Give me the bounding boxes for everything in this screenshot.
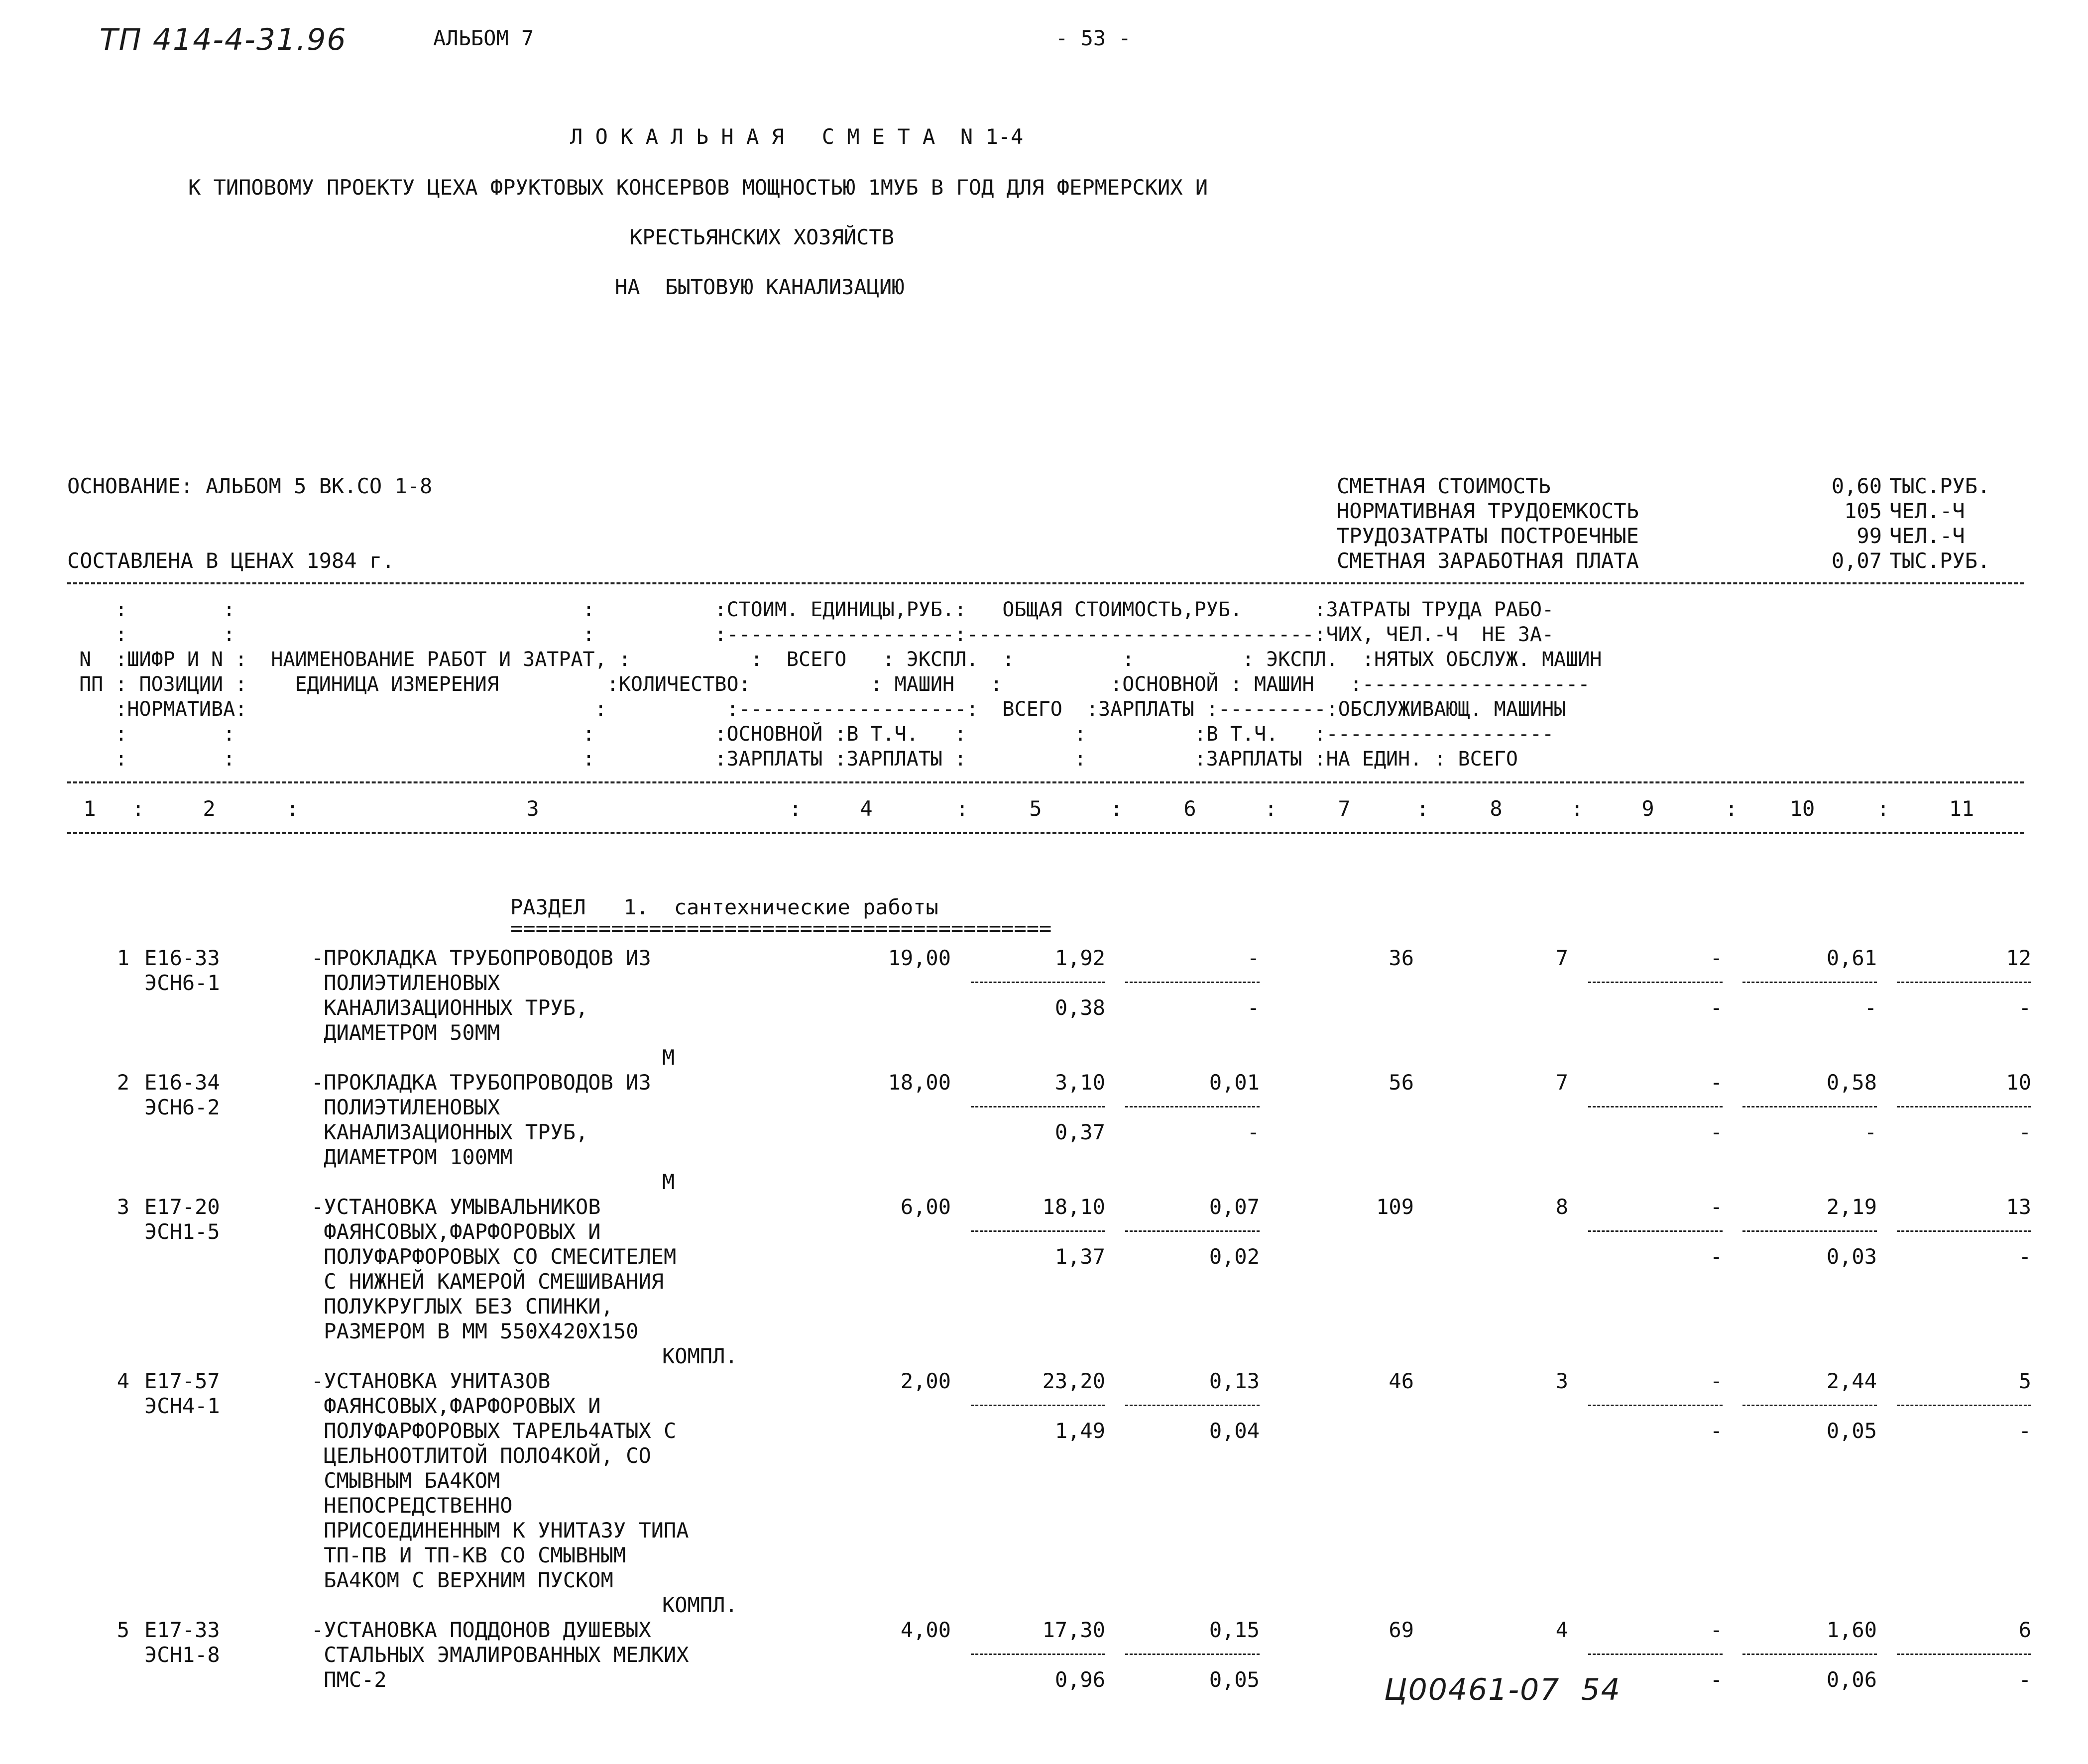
item-name-line: -УСТАНОВКА ПОДДОНОВ ДУШЕВЫХ	[311, 1618, 651, 1642]
header-rule-bottom	[67, 832, 2024, 834]
item-name-line: СМЫВНЫМ БА4КОМ	[311, 1468, 500, 1493]
total-machines: -	[1710, 946, 1723, 970]
service-per-unit: 0,06	[1826, 1667, 1877, 1692]
unit-machines-salary: 0,05	[1209, 1667, 1260, 1692]
total-base-salary: 7	[1555, 1070, 1568, 1095]
labor-total: 5	[2018, 1369, 2031, 1393]
header-row: : : : :ОСНОВНОЙ :В Т.Ч. : : :В Т.Ч. :-------------------	[67, 723, 1554, 746]
service-total: -	[2018, 995, 2031, 1020]
doc-subtitle-2: КРЕСТЬЯНСКИХ ХОЗЯЙСТВ	[630, 225, 895, 249]
item-code-2: ЭСН6-1	[144, 971, 220, 995]
handwritten-sheet-number: Ц00461-07 54	[1384, 1672, 1621, 1707]
unit-cost-total: 18,10	[1042, 1195, 1105, 1219]
total-machines-salary: -	[1710, 1120, 1723, 1144]
item-unit: М	[662, 1045, 675, 1070]
labor-per-unit: 2,44	[1826, 1369, 1877, 1393]
total-machines: -	[1710, 1195, 1723, 1219]
item-unit: КОМПЛ.	[662, 1593, 738, 1617]
summary-label: СМЕТНАЯ ЗАРАБОТНАЯ ПЛАТА	[1337, 549, 1639, 573]
item-code-2: ЭСН6-2	[144, 1095, 220, 1119]
summary-unit: ЧЕЛ.-Ч	[1889, 499, 1965, 523]
unit-cost-machines: 0,01	[1209, 1070, 1260, 1095]
doc-title: Л О К А Л Ь Н А Я С М Е Т А N 1-4	[570, 124, 1024, 149]
summary-value: 0,60	[1831, 474, 1882, 498]
item-code: Е17-57	[144, 1369, 220, 1393]
item-name-line: ПОЛУКРУГЛЫХ БЕЗ СПИНКИ,	[311, 1294, 613, 1319]
total-machines-salary: -	[1710, 1667, 1723, 1692]
unit-machines-salary: 0,04	[1209, 1419, 1260, 1443]
service-per-unit: -	[1864, 995, 1877, 1020]
item-quantity: 18,00	[888, 1070, 951, 1095]
total-cost: 56	[1389, 1070, 1414, 1095]
album-label: АЛЬБОМ 7	[433, 26, 534, 50]
item-name-line: ПОЛИЭТИЛЕНОВЫХ	[311, 1095, 500, 1119]
labor-total: 6	[2018, 1618, 2031, 1642]
service-per-unit: 0,03	[1826, 1244, 1877, 1269]
item-quantity: 2,00	[900, 1369, 951, 1393]
service-total: -	[2018, 1120, 2031, 1144]
item-name-line: НЕПОСРЕДСТВЕННО	[311, 1493, 513, 1518]
item-name-line: ФАЯНСОВЫХ,ФАРФОРОВЫХ И	[311, 1219, 601, 1244]
header-row: :НОРМАТИВА: : :-------------------: ВСЕГО :ЗАРПЛАТЫ :---------:ОБСЛУЖИВАЮЩ. МАШИНЫ	[67, 698, 1566, 721]
service-total: -	[2018, 1244, 2031, 1269]
total-cost: 36	[1389, 946, 1414, 970]
item-name-line: РАЗМЕРОМ В ММ 550Х420Х150	[311, 1319, 639, 1343]
item-name-line: -ПРОКЛАДКА ТРУБОПРОВОДОВ ИЗ	[311, 1070, 651, 1095]
item-name-line: ПОЛИЭТИЛЕНОВЫХ	[311, 971, 500, 995]
item-number: 3	[116, 1195, 129, 1219]
item-code: Е17-33	[144, 1618, 220, 1642]
col-number: 7	[1338, 796, 1351, 821]
item-code: Е17-20	[144, 1195, 220, 1219]
service-per-unit: 0,05	[1826, 1419, 1877, 1443]
item-name-line: ПОЛУФАРФОРОВЫХ ТАРЕЛЬ4АТЫХ С	[311, 1419, 677, 1443]
item-number: 1	[116, 946, 129, 970]
total-base-salary: 3	[1555, 1369, 1568, 1393]
summary-value: 99	[1856, 524, 1882, 548]
item-name-line: БА4КОМ С ВЕРХНИМ ПУСКОМ	[311, 1568, 613, 1592]
col-number: 3	[526, 796, 539, 821]
item-unit: М	[662, 1170, 675, 1194]
item-name-line: КАНАЛИЗАЦИОННЫХ ТРУБ,	[311, 995, 588, 1020]
item-name-line: -УСТАНОВКА УМЫВАЛЬНИКОВ	[311, 1195, 601, 1219]
total-machines-salary: -	[1710, 1244, 1723, 1269]
total-machines-salary: -	[1710, 995, 1723, 1020]
unit-machines-salary: -	[1247, 995, 1260, 1020]
service-total: -	[2018, 1419, 2031, 1443]
item-code-2: ЭСН1-5	[144, 1219, 220, 1244]
unit-cost-total: 1,92	[1054, 946, 1105, 970]
item-unit: КОМПЛ.	[662, 1344, 738, 1368]
total-machines: -	[1710, 1369, 1723, 1393]
unit-cost-total: 3,10	[1054, 1070, 1105, 1095]
total-machines-salary: -	[1710, 1419, 1723, 1443]
col-number: 2	[203, 796, 216, 821]
col-number: 6	[1183, 796, 1196, 821]
unit-cost-total: 23,20	[1042, 1369, 1105, 1393]
item-name-line: ПОЛУФАРФОРОВЫХ СО СМЕСИТЕЛЕМ	[311, 1244, 677, 1269]
item-code: Е16-34	[144, 1070, 220, 1095]
summary-value: 0,07	[1831, 549, 1882, 573]
summary-label: ТРУДОЗАТРАТЫ ПОСТРОЕЧНЫЕ	[1337, 524, 1639, 548]
unit-base-salary: 1,49	[1054, 1419, 1105, 1443]
item-code-2: ЭСН4-1	[144, 1394, 220, 1418]
unit-machines-salary: 0,02	[1209, 1244, 1260, 1269]
item-quantity: 4,00	[900, 1618, 951, 1642]
prices-basis: СОСТАВЛЕНА В ЦЕНАХ 1984 г.	[67, 549, 395, 573]
labor-per-unit: 0,58	[1826, 1070, 1877, 1095]
col-number: 8	[1490, 796, 1503, 821]
col-number: 10	[1789, 796, 1815, 821]
summary-value: 105	[1844, 499, 1882, 523]
doc-subtitle-3: НА БЫТОВУЮ КАНАЛИЗАЦИЮ	[615, 275, 905, 299]
unit-cost-total: 17,30	[1042, 1618, 1105, 1642]
item-name-line: -УСТАНОВКА УНИТАЗОВ	[311, 1369, 551, 1393]
unit-base-salary: 0,38	[1054, 995, 1105, 1020]
unit-cost-machines: 0,15	[1209, 1618, 1260, 1642]
total-base-salary: 8	[1555, 1195, 1568, 1219]
labor-total: 10	[2006, 1070, 2031, 1095]
item-name-line: ДИАМЕТРОМ 50ММ	[311, 1020, 500, 1045]
doc-subtitle-1: К ТИПОВОМУ ПРОЕКТУ ЦЕХА ФРУКТОВЫХ КОНСЕРВОВ МОЩНОСТЬЮ 1МУБ В ГОД ДЛЯ ФЕРМЕРСКИХ И	[188, 175, 1208, 200]
header-rule-top	[67, 582, 2024, 584]
section-underline: ===========================================	[510, 916, 1052, 940]
col-number: 5	[1029, 796, 1042, 821]
item-name-line: ТП-ПВ И ТП-КВ СО СМЫВНЫМ	[311, 1543, 626, 1567]
total-machines: -	[1710, 1618, 1723, 1642]
unit-base-salary: 0,96	[1054, 1667, 1105, 1692]
unit-machines-salary: -	[1247, 1120, 1260, 1144]
col-number: 4	[860, 796, 873, 821]
item-number: 5	[116, 1618, 129, 1642]
item-name-line: ЦЕЛЬНООТЛИТОЙ ПОЛО4КОЙ, СО	[311, 1443, 651, 1468]
summary-label: СМЕТНАЯ СТОИМОСТЬ	[1337, 474, 1551, 498]
total-cost: 109	[1376, 1195, 1414, 1219]
unit-cost-machines: 0,07	[1209, 1195, 1260, 1219]
item-name-line: ДИАМЕТРОМ 100ММ	[311, 1145, 513, 1169]
header-rule-mid	[67, 781, 2024, 783]
service-total: -	[2018, 1667, 2031, 1692]
col-number: 9	[1641, 796, 1654, 821]
item-number: 2	[116, 1070, 129, 1095]
total-base-salary: 4	[1555, 1618, 1568, 1642]
header-row: : : : :-------------------:-----------------------------:ЧИХ, ЧЕЛ.-Ч НЕ ЗА-	[67, 623, 1554, 646]
unit-cost-machines: 0,13	[1209, 1369, 1260, 1393]
item-name-line: ПМС-2	[311, 1667, 387, 1692]
total-machines: -	[1710, 1070, 1723, 1095]
item-name-line: ФАЯНСОВЫХ,ФАРФОРОВЫХ И	[311, 1394, 601, 1418]
item-name-line: СТАЛЬНЫХ ЭМАЛИРОВАННЫХ МЕЛКИХ	[311, 1643, 689, 1667]
item-quantity: 19,00	[888, 946, 951, 970]
summary-unit: ТЫС.РУБ.	[1889, 474, 1990, 498]
header-row: : : : :СТОИМ. ЕДИНИЦЫ,РУБ.: ОБЩАЯ СТОИМОСТЬ,РУБ. :ЗАТРАТЫ ТРУДА РАБО-	[67, 598, 1554, 621]
unit-cost-machines: -	[1247, 946, 1260, 970]
labor-per-unit: 0,61	[1826, 946, 1877, 970]
item-code-2: ЭСН1-8	[144, 1643, 220, 1667]
handwritten-code: ТП 414-4-31.96	[100, 22, 347, 57]
labor-total: 12	[2006, 946, 2031, 970]
labor-per-unit: 2,19	[1826, 1195, 1877, 1219]
item-quantity: 6,00	[900, 1195, 951, 1219]
page-number: - 53 -	[1055, 26, 1131, 50]
labor-total: 13	[2006, 1195, 2031, 1219]
summary-unit: ТЫС.РУБ.	[1889, 549, 1990, 573]
labor-per-unit: 1,60	[1826, 1618, 1877, 1642]
header-row: : : : :ЗАРПЛАТЫ :ЗАРПЛАТЫ : : :ЗАРПЛАТЫ :НА ЕДИН. : ВСЕГО	[67, 748, 1518, 771]
item-code: Е16-33	[144, 946, 220, 970]
summary-unit: ЧЕЛ.-Ч	[1889, 524, 1965, 548]
unit-base-salary: 1,37	[1054, 1244, 1105, 1269]
item-name-line: ПРИСОЕДИНЕННЫМ К УНИТАЗУ ТИПА	[311, 1518, 689, 1543]
basis: ОСНОВАНИЕ: АЛЬБОМ 5 ВК.СО 1-8	[67, 474, 433, 498]
item-name-line: -ПРОКЛАДКА ТРУБОПРОВОДОВ ИЗ	[311, 946, 651, 970]
summary-label: НОРМАТИВНАЯ ТРУДОЕМКОСТЬ	[1337, 499, 1639, 523]
header-row: N :ШИФР И N : НАИМЕНОВАНИЕ РАБОТ И ЗАТРАТ, : : ВСЕГО : ЭКСПЛ. : : : ЭКСПЛ. :НЯТЫХ ОБСЛУЖ. МАШИН	[67, 648, 1602, 671]
section-title: РАЗДЕЛ 1. сантехнические работы	[510, 895, 938, 919]
header-row: ПП : ПОЗИЦИИ : ЕДИНИЦА ИЗМЕРЕНИЯ :КОЛИЧЕСТВО: : МАШИН : :ОСНОВНОЙ : МАШИН :-------------------	[67, 673, 1590, 696]
unit-base-salary: 0,37	[1054, 1120, 1105, 1144]
total-base-salary: 7	[1555, 946, 1568, 970]
col-number: 1	[83, 796, 96, 821]
total-cost: 46	[1389, 1369, 1414, 1393]
item-name-line: КАНАЛИЗАЦИОННЫХ ТРУБ,	[311, 1120, 588, 1144]
col-number: 11	[1949, 796, 1974, 821]
item-name-line: С НИЖНЕЙ КАМЕРОЙ СМЕШИВАНИЯ	[311, 1269, 664, 1294]
item-number: 4	[116, 1369, 129, 1393]
total-cost: 69	[1389, 1618, 1414, 1642]
service-per-unit: -	[1864, 1120, 1877, 1144]
